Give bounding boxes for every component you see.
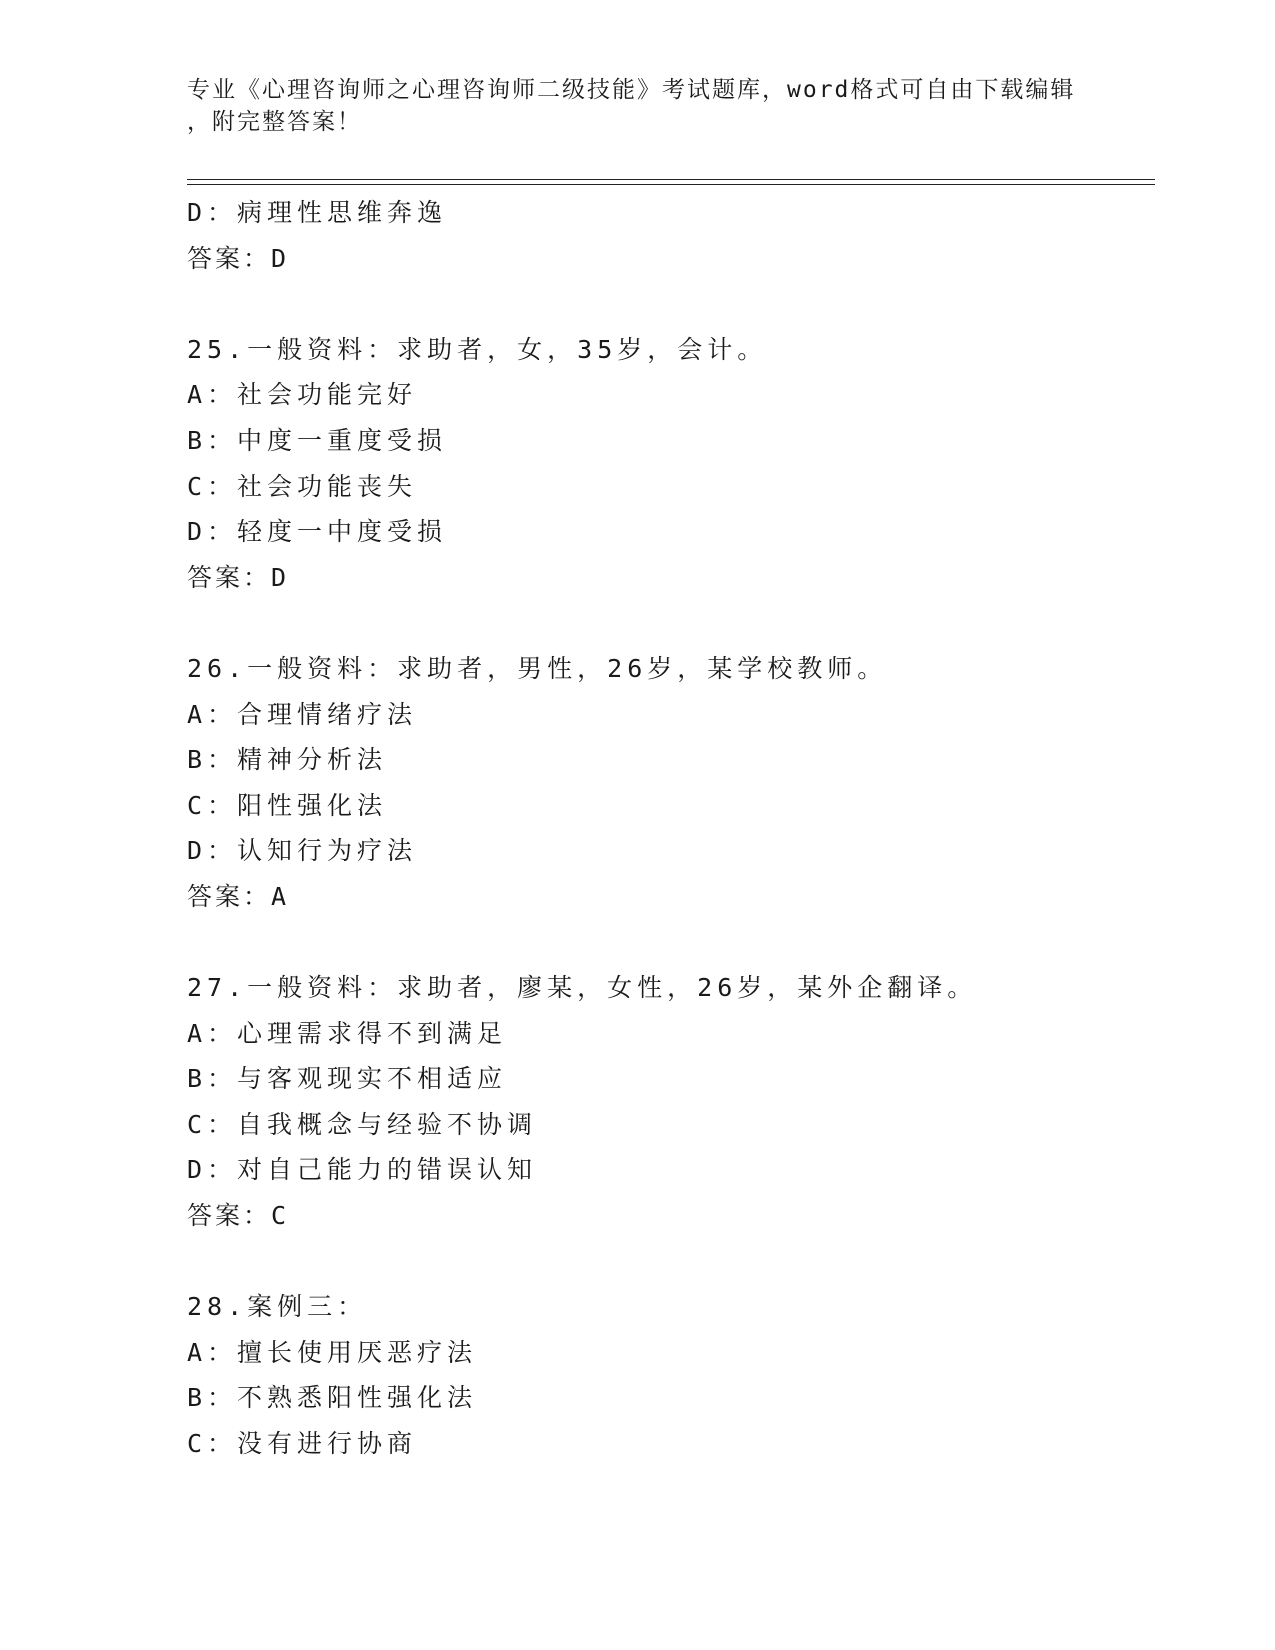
question-stem: 26.一般资料：求助者，男性，26岁，某学校教师。 (187, 653, 888, 683)
option-c: C：自我概念与经验不协调 (187, 1109, 538, 1139)
spacer (187, 600, 1147, 646)
option-d: D：轻度一中度受损 (187, 517, 448, 547)
header-title-line-2: ，附完整答案！ (187, 109, 362, 135)
answer-line: 答案：A (187, 881, 290, 911)
option-d: D：对自己能力的错误认知 (187, 1155, 538, 1185)
question-25 (187, 327, 1147, 601)
option-b: B：中度一重度受损 (187, 425, 448, 455)
option-c: C：阳性强化法 (187, 790, 388, 820)
question-stem: 28.案例三： (187, 1292, 368, 1322)
option-a: A：擅长使用厌恶疗法 (187, 1337, 478, 1367)
answer-line: 答案：D (187, 243, 290, 273)
option-b: B：不熟悉阳性强化法 (187, 1383, 478, 1413)
spacer (187, 1239, 1147, 1285)
question-27 (187, 965, 1147, 1239)
answer-line: 答案：D (187, 562, 290, 592)
answer-line: 答案：C (187, 1201, 290, 1231)
option-b: B：与客观现实不相适应 (187, 1064, 508, 1094)
option-c: C：没有进行协商 (187, 1429, 418, 1459)
document-header (187, 74, 1087, 138)
option-b: B：精神分析法 (187, 745, 388, 775)
question-28 (187, 1284, 1147, 1466)
header-title-line-1: 专业《心理咨询师之心理咨询师二级技能》考试题库，word格式可自由下载编辑 (187, 77, 1076, 103)
header-divider-bottom (187, 184, 1155, 185)
option-a: A：心理需求得不到满足 (187, 1018, 508, 1048)
spacer (187, 281, 1147, 327)
option-d: D：病理性思维奔逸 (187, 198, 448, 227)
question-26 (187, 646, 1147, 920)
header-divider-top (187, 179, 1155, 180)
option-a: A：合理情绪疗法 (187, 699, 418, 729)
option-c: C：社会功能丧失 (187, 471, 418, 501)
option-d: D：认知行为疗法 (187, 836, 418, 866)
spacer (187, 920, 1147, 966)
question-stem: 25.一般资料：求助者，女，35岁，会计。 (187, 334, 768, 364)
question-stem: 27.一般资料：求助者，廖某，女性，26岁，某外企翻译。 (187, 973, 978, 1003)
option-a: A：社会功能完好 (187, 380, 418, 410)
question-list (187, 190, 1147, 1467)
